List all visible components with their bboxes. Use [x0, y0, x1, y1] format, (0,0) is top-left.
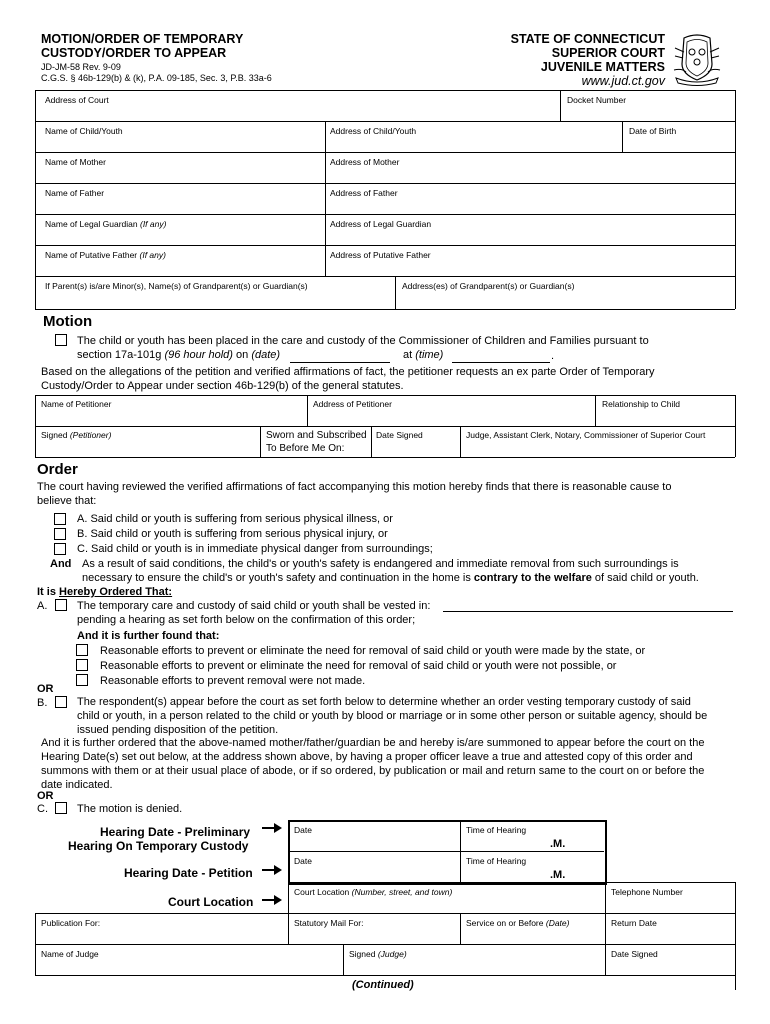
- child-name-label: Name of Child/Youth: [45, 126, 123, 136]
- finding-c-text: C. Said child or youth is in immediate physical danger from surroundings;: [77, 543, 433, 555]
- hold-time-label: at (time): [403, 349, 444, 361]
- finding-c-checkbox[interactable]: [54, 543, 66, 555]
- arrow-right-icon: [262, 894, 284, 906]
- or-label-1: OR: [37, 683, 54, 695]
- motion-96-hour-checkbox[interactable]: [55, 334, 67, 346]
- statutory-mail-label: Statutory Mail For:: [294, 918, 364, 928]
- telephone-label: Telephone Number: [611, 887, 683, 897]
- division-name: JUVENILE MATTERS: [540, 60, 665, 74]
- state-seal-icon: [672, 28, 722, 88]
- finding-b-checkbox[interactable]: [54, 528, 66, 540]
- telephone-field[interactable]: [606, 883, 734, 912]
- official-signature-label: Judge, Assistant Clerk, Notary, Commissioner of Superior Court: [466, 430, 706, 440]
- finding-a-checkbox[interactable]: [54, 513, 66, 525]
- reasonable-efforts-not-possible-text: Reasonable efforts to prevent or eliminate the need for removal of said child or youth were not possible, or: [100, 660, 617, 672]
- and-label: And: [50, 558, 72, 570]
- order-b-text-line3: issued pending disposition of the petition.: [77, 724, 279, 736]
- child-address-label: Address of Child/Youth: [330, 126, 417, 136]
- petitioner-name-field[interactable]: [36, 395, 306, 425]
- reasonable-efforts-not-made-checkbox[interactable]: [76, 674, 88, 686]
- guardian-name-field[interactable]: [36, 214, 324, 244]
- guardian-name-label: Name of Legal Guardian (If any): [45, 219, 167, 229]
- hold-period: .: [551, 350, 555, 362]
- arrow-right-icon: [262, 822, 284, 834]
- website: www.jud.ct.gov: [581, 74, 665, 88]
- form-title-line2: CUSTODY/ORDER TO APPEAR: [41, 46, 227, 60]
- motion-heading: Motion: [43, 313, 93, 330]
- putative-father-name-field[interactable]: [36, 245, 324, 275]
- official-signature-field[interactable]: [461, 426, 734, 456]
- petition-date-field[interactable]: [290, 852, 459, 880]
- father-address-field[interactable]: [326, 183, 734, 213]
- summons-line1: And it is further ordered that the above-named mother/father/guardian be and hereby is/are summoned to appear before the court on the: [41, 737, 705, 749]
- court-name: SUPERIOR COURT: [551, 46, 665, 60]
- petitioner-signature-field[interactable]: [36, 426, 259, 456]
- custody-vested-in-field[interactable]: [443, 611, 733, 612]
- court-location-field[interactable]: [290, 883, 604, 912]
- petition-am-pm: .M.: [550, 869, 566, 881]
- publication-label: Publication For:: [41, 918, 101, 928]
- sworn-line2: To Before Me On:: [266, 443, 345, 454]
- sworn-date-field[interactable]: [372, 426, 459, 456]
- relationship-field[interactable]: [596, 395, 734, 425]
- judge-date-signed-label: Date Signed: [611, 949, 658, 959]
- reasonable-efforts-made-checkbox[interactable]: [76, 644, 88, 656]
- reasonable-efforts-made-text: Reasonable efforts to prevent or eliminate the need for removal of said child or youth were made by the state, or: [100, 645, 646, 657]
- motion-para-line2: Custody/Order to Appear under section 46b-129(b) of the general statutes.: [41, 380, 404, 392]
- prelim-am-pm: .M.: [550, 838, 566, 850]
- prelim-date-label: Date: [294, 825, 312, 835]
- judge-signature-label: Signed (Judge): [349, 949, 407, 959]
- court-location-heading: Court Location: [168, 895, 254, 909]
- return-date-field[interactable]: [606, 914, 734, 943]
- order-a-label: A.: [37, 600, 48, 612]
- reasonable-efforts-not-made-text: Reasonable efforts to prevent removal were not made.: [100, 675, 366, 687]
- dob-field[interactable]: [623, 121, 734, 151]
- statute-reference: C.G.S. § 46b-129(b) & (k), P.A. 09-185, Sec. 3, P.B. 33a-6: [41, 73, 272, 83]
- guardian-address-label: Address of Legal Guardian: [330, 219, 432, 229]
- motion-para-line1: Based on the allegations of the petition and verified affirmations of fact, the petitioner requests an ex parte Order of Temporary: [41, 366, 655, 378]
- publication-field[interactable]: [36, 914, 287, 943]
- child-name-field[interactable]: [36, 121, 324, 151]
- reasonable-efforts-not-possible-checkbox[interactable]: [76, 659, 88, 671]
- summons-line3: summons with them or at their usual place of abode, or if so ordered, by publication or mail and return same to the court on or before the: [41, 765, 705, 777]
- mother-address-label: Address of Mother: [330, 157, 400, 167]
- motion-text-line2: section 17a-101g (96 hour hold) on (date): [77, 349, 281, 361]
- form-title-line1: MOTION/ORDER OF TEMPORARY: [41, 32, 244, 46]
- dob-label: Date of Birth: [629, 126, 677, 136]
- mother-address-field[interactable]: [326, 152, 734, 182]
- judge-signature-field[interactable]: [344, 945, 604, 974]
- and-text-line1: As a result of said conditions, the child's or youth's safety is endangered and immediate removal from such surroundings is: [82, 558, 679, 570]
- finding-a-text: A. Said child or youth is suffering from serious physical illness, or: [77, 513, 393, 525]
- preliminary-hearing-label-line1: Hearing Date - Preliminary: [100, 825, 251, 839]
- order-b-label: B.: [37, 697, 48, 709]
- continued-note: (Continued): [352, 979, 414, 991]
- address-of-court-field[interactable]: [36, 90, 559, 120]
- mother-name-label: Name of Mother: [45, 157, 106, 167]
- guardian-address-field[interactable]: [326, 214, 734, 244]
- further-found-heading: And it is further found that:: [77, 630, 220, 642]
- petition-time-label: Time of Hearing: [466, 856, 527, 866]
- putative-father-name-label: Name of Putative Father (If any): [45, 250, 166, 260]
- judge-name-label: Name of Judge: [41, 949, 99, 959]
- order-b-text-line2: child or youth, in a person related to the child or youth by blood or marriage or in some other person or suitable agency, should be: [77, 710, 708, 722]
- mother-name-field[interactable]: [36, 152, 324, 182]
- grandparents-address-label: Address(es) of Grandparent(s) or Guardian(s): [402, 281, 575, 291]
- order-heading: Order: [37, 461, 78, 478]
- summons-line4: date indicated.: [41, 779, 113, 791]
- hereby-ordered-heading: It is Hereby Ordered That:: [37, 586, 173, 598]
- order-a-text-line1: The temporary care and custody of said child or youth shall be vested in:: [77, 600, 431, 612]
- relationship-label: Relationship to Child: [602, 399, 680, 409]
- arrow-right-icon: [262, 864, 284, 876]
- form-number: JD-JM-58 Rev. 9-09: [41, 62, 121, 72]
- preliminary-hearing-label-line2: Hearing On Temporary Custody: [68, 839, 249, 853]
- prelim-time-field[interactable]: [461, 822, 601, 850]
- petitioner-address-label: Address of Petitioner: [313, 399, 392, 409]
- petition-hearing-label: Hearing Date - Petition: [124, 866, 253, 880]
- sworn-date-label: Date Signed: [376, 430, 423, 440]
- grandparents-address-field[interactable]: [396, 276, 734, 308]
- order-b-text-line1: The respondent(s) appear before the court as set forth below to determine whether an order vesting temporary custody of said: [77, 696, 691, 708]
- hold-date-field[interactable]: [290, 362, 390, 363]
- prelim-time-label: Time of Hearing: [466, 825, 527, 835]
- service-date-label: Service on or Before (Date): [466, 918, 570, 928]
- order-a-text-line2: pending a hearing as set forth below on the confirmation of this order;: [77, 614, 416, 626]
- petitioner-address-field[interactable]: [308, 395, 594, 425]
- order-c-label: C.: [37, 803, 48, 815]
- father-name-label: Name of Father: [45, 188, 105, 198]
- order-b-checkbox[interactable]: [55, 696, 67, 708]
- return-date-label: Return Date: [611, 918, 657, 928]
- summons-line2: Hearing Date(s) set out below, at the address shown above, by having a proper officer leave a true and attested copy of this order and: [41, 751, 693, 763]
- putative-father-address-field[interactable]: [326, 245, 734, 275]
- father-name-field[interactable]: [36, 183, 324, 213]
- or-label-2: OR: [37, 790, 54, 802]
- judge-name-field[interactable]: [36, 945, 342, 974]
- father-address-label: Address of Father: [330, 188, 398, 198]
- order-c-checkbox[interactable]: [55, 802, 67, 814]
- state-name: STATE OF CONNECTICUT: [510, 32, 665, 46]
- prelim-date-field[interactable]: [290, 822, 459, 850]
- sworn-line1: Sworn and Subscribed: [266, 430, 367, 441]
- and-text-line2: necessary to ensure the child's or youth's safety and continuation in the home is contrary to the welfare of said child or youth.: [82, 572, 699, 584]
- hold-time-field[interactable]: [452, 362, 550, 363]
- statutory-mail-field[interactable]: [289, 914, 459, 943]
- address-of-court-label: Address of Court: [45, 95, 109, 105]
- petitioner-signature-label: Signed (Petitioner): [41, 430, 112, 440]
- order-intro-line2: believe that:: [37, 495, 97, 507]
- finding-b-text: B. Said child or youth is suffering from serious physical injury, or: [77, 528, 388, 540]
- petitioner-name-label: Name of Petitioner: [41, 399, 112, 409]
- docket-number-label: Docket Number: [567, 95, 627, 105]
- docket-number-field[interactable]: [561, 90, 734, 120]
- service-date-field[interactable]: [461, 914, 604, 943]
- judge-date-signed-field[interactable]: [606, 945, 734, 974]
- order-intro-line1: The court having reviewed the verified affirmations of fact accompanying this motion hereby finds that there is reasonable cause to: [37, 481, 672, 493]
- order-c-text: The motion is denied.: [77, 803, 183, 815]
- motion-text-line1: The child or youth has been placed in the care and custody of the Commissioner of Children and Families pursuant to: [77, 335, 649, 347]
- order-a-checkbox[interactable]: [55, 599, 67, 611]
- child-address-field[interactable]: [326, 121, 621, 151]
- putative-father-address-label: Address of Putative Father: [330, 250, 431, 260]
- court-location-label: Court Location (Number, street, and town): [294, 887, 453, 897]
- petition-date-label: Date: [294, 856, 312, 866]
- grandparents-name-label: If Parent(s) is/are Minor(s), Name(s) of Grandparent(s) or Guardian(s): [45, 281, 308, 291]
- grandparents-name-field[interactable]: [36, 276, 394, 308]
- petition-time-field[interactable]: [461, 852, 601, 880]
